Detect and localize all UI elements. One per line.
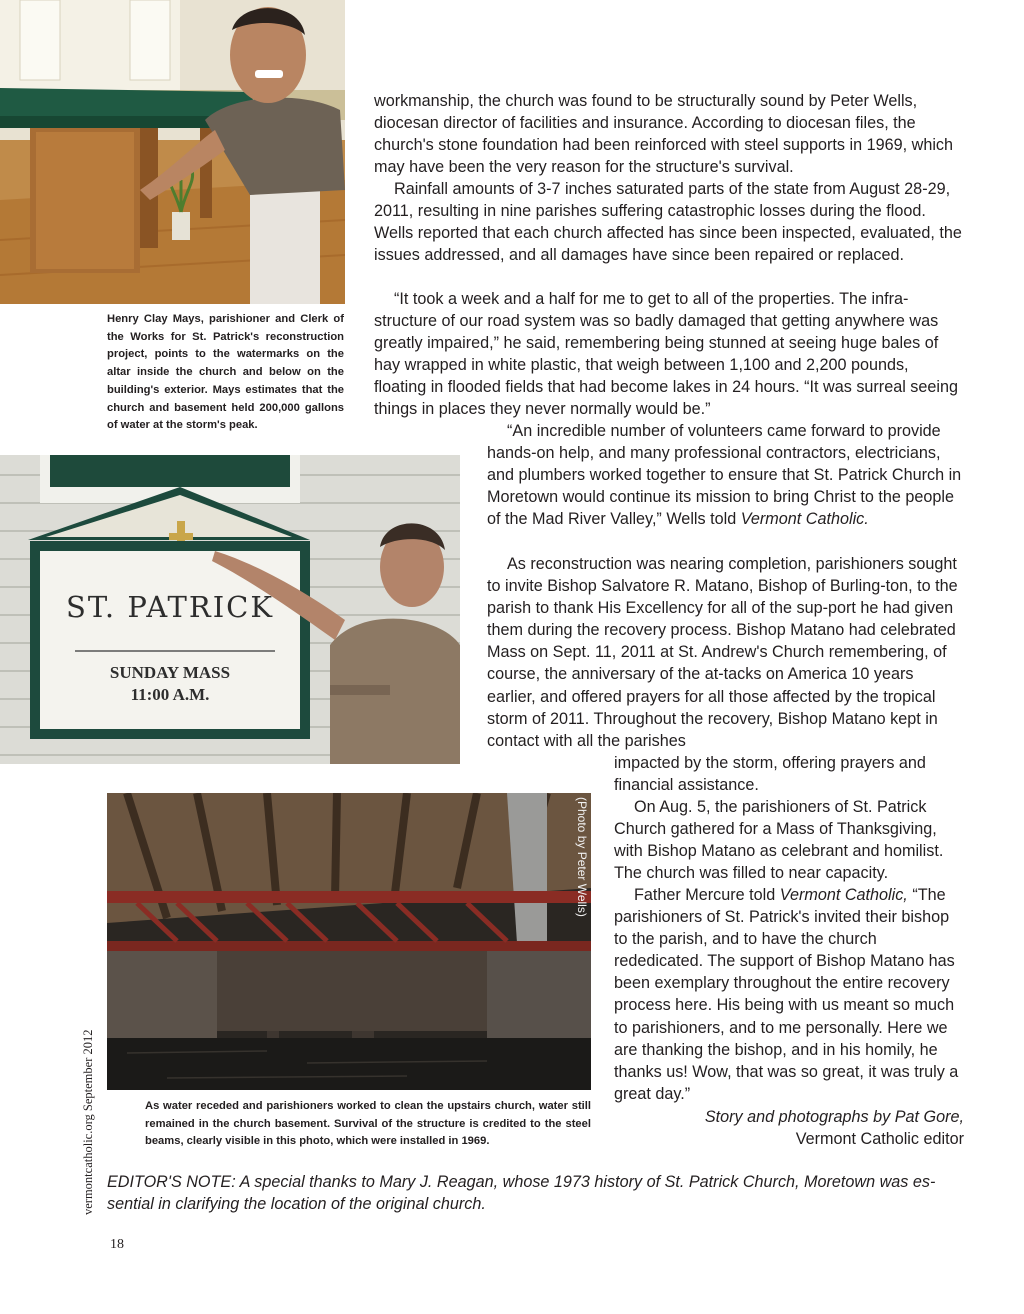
- altar-photo: [0, 0, 345, 304]
- photo-credit: (Photo by Peter Wells): [575, 797, 589, 917]
- editors-note: EDITOR'S NOTE: A special thanks to Mary J. Reagan, whose 1973 history of St. Patrick Church, Moretown was es-sential in clarifying the location of the original church.: [107, 1173, 936, 1214]
- article-paragraph-3: “It took a week and a half for me to get to all of the properties. The infra-structure of our road system was so badly damaged that getting anywhere was greatly impaired,” he said, remembering being stunned at seeing huge bales of hay wrapped in white plastic, that weigh between 1,100 and 2,200 pounds, floating in flooded fields that had become lakes in 24 hours. “It was surreal seeing things in places they never normally would be.”: [374, 290, 958, 419]
- article-paragraph-6: On Aug. 5, the parishioners of St. Patrick Church gathered for a Mass of Thanksgiving, with Bishop Matano as celebrant and homilist. The church was filled to near capacity.: [614, 798, 944, 883]
- church-sign-photo: [0, 455, 460, 764]
- paragraph-4-text: “An incredible number of volunteers came forward to provide hands-on help, and many professional contractors, electricians, and plumbers worked together to ensure that St. Patrick Church in Moretown would continue its mission to bring Christ to the people of the Mad River Valley,” Wells told: [487, 422, 962, 529]
- byline-story: Story and photographs by Pat Gore,: [704, 1108, 964, 1126]
- article-paragraph-2: Rainfall amounts of 3-7 inches saturated parts of the state from August 28-29, 2011, resulting in nine parishes suffering catastrophic losses during the flood. Wells reported that each church affected has since been inspected, evaluated, the issues addressed, and all damages have since been repaired or replaced.: [374, 180, 962, 265]
- article-paragraph-4: [487, 420, 965, 530]
- byline-editor: Vermont Catholic editor: [795, 1130, 964, 1148]
- publication-name: Vermont Catholic.: [740, 510, 869, 529]
- basement-photo-caption: As water receded and parishioners worked to clean the upstairs church, water still remained in the church basement. Survival of the structure is credited to the steel beams, clearly visible in this photo, which were installed in 1969.: [145, 1100, 591, 1148]
- top-photo-caption: Henry Clay Mays, parishioner and Clerk of the Works for St. Patrick's reconstruction project, points to the watermarks on the altar inside the church and below on the building's exterior. Mays estimates that the church and basement held 200,000 gallons of water at the storm's peak.: [107, 313, 344, 432]
- basement-photo: [107, 793, 591, 1090]
- article-paragraph-5a: As reconstruction was nearing completion, parishioners sought to invite Bishop Salvatore R. Matano, Bishop of Burling-ton, to the parish to thank His Excellency for all of the sup-port he had given them during the recovery process. Bishop Matano had celebrated Mass on Sept. 11, 2011 at St. Andrew's Church remembering, of course, the anniversary of the at-tacks on America 10 years earlier, and offered prayers for all those affected by the tropical storm of 2011. Throughout the recovery, Bishop Matano kept in contact with all the parishes: [487, 555, 958, 750]
- side-footer-text: vermontcatholic.org September 2012: [81, 1029, 95, 1215]
- paragraph-7-quote: “The parishioners of St. Patrick's invited their bishop to the parish, and to have the church rededicated. The support of Bishop Matano has been exemplary throughout the entire recovery process here. His being with us meant so much to parishioners, and to me personally. Here we are thanking the bishop, and in his homily, he thanks us! Wow, that was so great, it was truly a great day.”: [614, 886, 959, 1103]
- publication-name-2: Vermont Catholic,: [779, 886, 908, 904]
- article-paragraph-7: [614, 884, 966, 1105]
- page-number: 18: [110, 1237, 124, 1252]
- sign-line-1: SUNDAY MASS: [109, 663, 231, 682]
- paragraph-7-lead: Father Mercure told: [634, 886, 776, 904]
- article-paragraph-5b: impacted by the storm, offering prayers and financial assistance.: [614, 754, 926, 795]
- sign-line-2: 11:00 A.M.: [130, 685, 210, 704]
- sign-title: ST. PATRICK: [65, 590, 275, 624]
- article-paragraph-1: workmanship, the church was found to be structurally sound by Peter Wells, diocesan director of facilities and insurance. According to diocesan files, the church's stone foundation had been reinforced with steel supports in 1969, which may have been the very reason for the structure's survival.: [374, 92, 954, 177]
